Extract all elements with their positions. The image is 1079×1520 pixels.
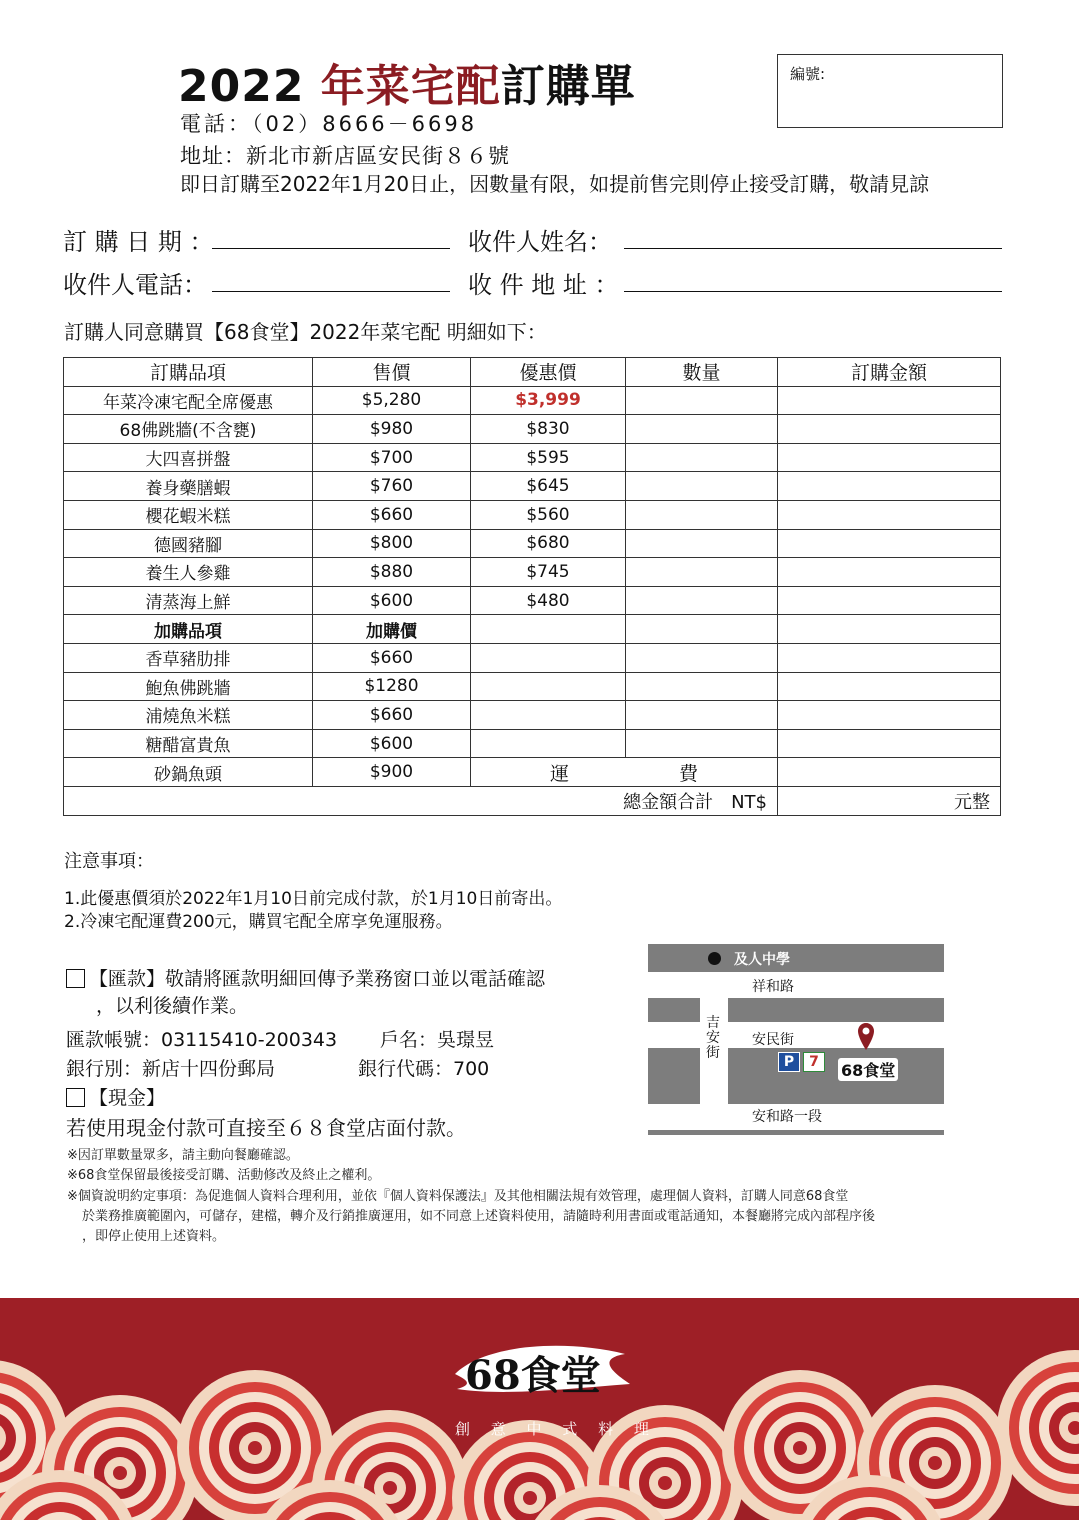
bank-code: 銀行代碼：700 [358, 1058, 490, 1080]
item-promo-price: $560 [471, 500, 626, 529]
recipient-name-label: 收件人姓名： [468, 228, 612, 256]
table-row [64, 558, 1001, 587]
note-2: 2.冷凍宅配運費200元，購買宅配全席享免運服務。 [64, 912, 453, 932]
convenience-store-icon: 7 [803, 1052, 825, 1072]
qty-cell[interactable] [626, 586, 778, 615]
qty-cell[interactable] [626, 643, 778, 672]
table-row [64, 586, 1001, 615]
fine-print-2: ※68食堂保留最後接受訂購、活動修改及終止之權利。 [67, 1168, 381, 1183]
addon-price: $660 [313, 643, 471, 672]
table-row [64, 472, 1001, 501]
item-name: 大四喜拼盤 [64, 443, 313, 472]
total-amount-cell[interactable] [778, 786, 1001, 815]
road-xianghe [728, 998, 944, 1022]
table-row [64, 672, 1001, 701]
qty-cell[interactable] [626, 558, 778, 587]
qty-cell[interactable] [626, 472, 778, 501]
addon-price: $660 [313, 701, 471, 730]
addon-name: 香草豬肋排 [64, 643, 313, 672]
fine-print-1: ※因訂單數量眾多，請主動向餐廳確認。 [67, 1148, 299, 1163]
addon-name: 鮑魚佛跳牆 [64, 672, 313, 701]
amount-cell[interactable] [778, 415, 1001, 444]
phone-text: 電話：（02）8666－6698 [180, 112, 478, 136]
item-promo-price: $595 [471, 443, 626, 472]
amount-cell[interactable] [778, 443, 1001, 472]
amount-cell[interactable] [778, 472, 1001, 501]
qty-cell[interactable] [626, 415, 778, 444]
amount-cell[interactable] [778, 672, 1001, 701]
parking-icon: P [778, 1052, 800, 1072]
col-header-item: 訂購品項 [64, 358, 313, 387]
item-promo-price: $3,999 [471, 386, 626, 415]
notes-title: 注意事項： [64, 851, 154, 872]
page-title: 2022 年菜宅配訂購單 [178, 61, 636, 112]
cash-note: 若使用現金付款可直接至６８食堂店面付款。 [66, 1116, 466, 1140]
total-label: 總金額合計 NT$ [64, 786, 778, 815]
item-price: $980 [313, 415, 471, 444]
table-row [64, 758, 1001, 787]
table-row [64, 643, 1001, 672]
qty-cell[interactable] [626, 529, 778, 558]
table-row [64, 500, 1001, 529]
order-date-label: 訂 購 日 期 ： [63, 228, 214, 256]
recipient-phone-label: 收件人電話： [63, 271, 207, 299]
address-text: 地址：新北市新店區安民街８６號 [180, 144, 510, 168]
item-price: $700 [313, 443, 471, 472]
account-number: 匯款帳號：03115410-200343 [66, 1029, 338, 1051]
addon-name: 浦燒魚米糕 [64, 701, 313, 730]
qty-cell[interactable] [626, 386, 778, 415]
brand-logo [445, 1334, 635, 1404]
col-header-price: 售價 [313, 358, 471, 387]
fine-print-3b: 於業務推廣範圍內，可儲存，建檔，轉介及行銷推廣運用，如不同意上述資料使用，請隨時利用書面或電話通知，本餐廳將完成內部程序後 [82, 1209, 876, 1224]
shipping-cell[interactable] [778, 758, 1001, 787]
school-label: 及人中學 [734, 952, 790, 968]
qty-cell[interactable] [626, 500, 778, 529]
addon-header-item: 加購品項 [64, 615, 313, 644]
table-header-row [64, 358, 1001, 387]
table-row [64, 386, 1001, 415]
addon-price: $900 [313, 758, 471, 787]
item-name: 年菜冷凍宅配全席優惠 [64, 386, 313, 415]
location-map [648, 944, 944, 1136]
amount-cell[interactable] [778, 529, 1001, 558]
qty-cell[interactable] [626, 615, 778, 644]
item-promo-price: $745 [471, 558, 626, 587]
transfer-option: 【匯款】敬請將匯款明細回傳予業務窗口並以電話確認 [66, 964, 545, 991]
road-label-anhe: 安和路一段 [752, 1109, 822, 1125]
item-promo-price: $480 [471, 586, 626, 615]
item-price: $880 [313, 558, 471, 587]
amount-cell[interactable] [778, 615, 1001, 644]
road-top [648, 944, 944, 972]
order-number-box[interactable] [777, 54, 1003, 128]
brand-tagline: 創 意 中 式 料 理 [455, 1420, 657, 1438]
recipient-phone-field[interactable] [212, 291, 450, 292]
order-deadline-notice: 即日訂購至2022年1月20日止，因數量有限，如提前售完則停止接受訂購，敬請見諒 [180, 172, 930, 196]
recipient-name-field[interactable] [624, 248, 1002, 249]
fine-print-3c: ，即停止使用上述資料。 [82, 1229, 226, 1244]
addon-header-row [64, 615, 1001, 644]
road-label-jian: 吉安街 [706, 1015, 720, 1061]
item-price: $600 [313, 586, 471, 615]
item-price: $800 [313, 529, 471, 558]
col-header-promo: 優惠價 [471, 358, 626, 387]
addon-name: 砂鍋魚頭 [64, 758, 313, 787]
amount-cell[interactable] [778, 586, 1001, 615]
account-holder: 戶名：吳璟昱 [380, 1029, 495, 1051]
item-promo-price: $645 [471, 472, 626, 501]
fine-print-3a: ※個資說明約定事項：為促進個人資料合理利用，並依『個人資料保護法』及其他相關法規有效管理，處理個人資料，訂購人同意68食堂 [67, 1189, 849, 1204]
item-name: 68佛跳牆(不含甕) [64, 415, 313, 444]
road-anmin [728, 1048, 944, 1104]
shipping-label: 運 費 [471, 758, 778, 787]
amount-cell[interactable] [778, 701, 1001, 730]
amount-cell[interactable] [778, 643, 1001, 672]
road-label-anmin: 安民街 [752, 1032, 794, 1048]
recipient-address-label: 收 件 地 址 ： [468, 271, 619, 299]
addon-price: $1280 [313, 672, 471, 701]
transfer-checkbox[interactable] [66, 969, 85, 988]
table-row [64, 443, 1001, 472]
amount-cell[interactable] [778, 386, 1001, 415]
amount-cell[interactable] [778, 729, 1001, 758]
addon-header-price: 加購價 [313, 615, 471, 644]
total-unit: 元整 [954, 791, 990, 813]
amount-cell[interactable] [778, 500, 1001, 529]
col-header-amount: 訂購金額 [778, 358, 1001, 387]
table-row [64, 729, 1001, 758]
brand-name: 68食堂 [465, 1352, 601, 1399]
recipient-address-field[interactable] [624, 291, 1002, 292]
footer-banner [0, 1298, 1079, 1520]
title-highlight: 年菜宅配 [320, 61, 501, 112]
order-intro: 訂購人同意購買【68食堂】2022年菜宅配 明細如下： [64, 320, 547, 344]
qty-cell[interactable] [626, 443, 778, 472]
table-row [64, 529, 1001, 558]
cloud-pattern [0, 1298, 1079, 1520]
item-name: 養生人參雞 [64, 558, 313, 587]
location-pin-icon [857, 1022, 875, 1052]
qty-cell[interactable] [626, 701, 778, 730]
table-row [64, 415, 1001, 444]
addon-price: $600 [313, 729, 471, 758]
table-row [64, 701, 1001, 730]
cash-option: 【現金】 [66, 1083, 165, 1110]
note-1: 1.此優惠價須於2022年1月10日前完成付款，於1月10日前寄出。 [64, 889, 563, 909]
cash-checkbox[interactable] [66, 1088, 85, 1107]
order-table [63, 357, 1001, 816]
school-marker-icon [708, 952, 721, 965]
item-name: 德國豬腳 [64, 529, 313, 558]
item-name: 養身藥膳蝦 [64, 472, 313, 501]
shop-label: 68食堂 [838, 1058, 898, 1081]
item-name: 櫻花蝦米糕 [64, 500, 313, 529]
transfer-note-cont: ，以利後續作業。 [96, 995, 249, 1017]
total-row [64, 786, 1001, 815]
item-promo-price: $680 [471, 529, 626, 558]
col-header-qty: 數量 [626, 358, 778, 387]
bank-name: 銀行別：新店十四份郵局 [66, 1058, 276, 1080]
road-anhe [648, 1130, 944, 1135]
item-price: $760 [313, 472, 471, 501]
order-number-label: 編號: [790, 65, 826, 83]
item-price: $660 [313, 500, 471, 529]
item-name: 清蒸海上鮮 [64, 586, 313, 615]
order-date-field[interactable] [212, 248, 450, 249]
item-price: $5,280 [313, 386, 471, 415]
qty-cell[interactable] [626, 729, 778, 758]
road-label-xianghe: 祥和路 [752, 979, 794, 995]
addon-name: 糖醋富貴魚 [64, 729, 313, 758]
amount-cell[interactable] [778, 558, 1001, 587]
qty-cell[interactable] [626, 672, 778, 701]
item-promo-price: $830 [471, 415, 626, 444]
